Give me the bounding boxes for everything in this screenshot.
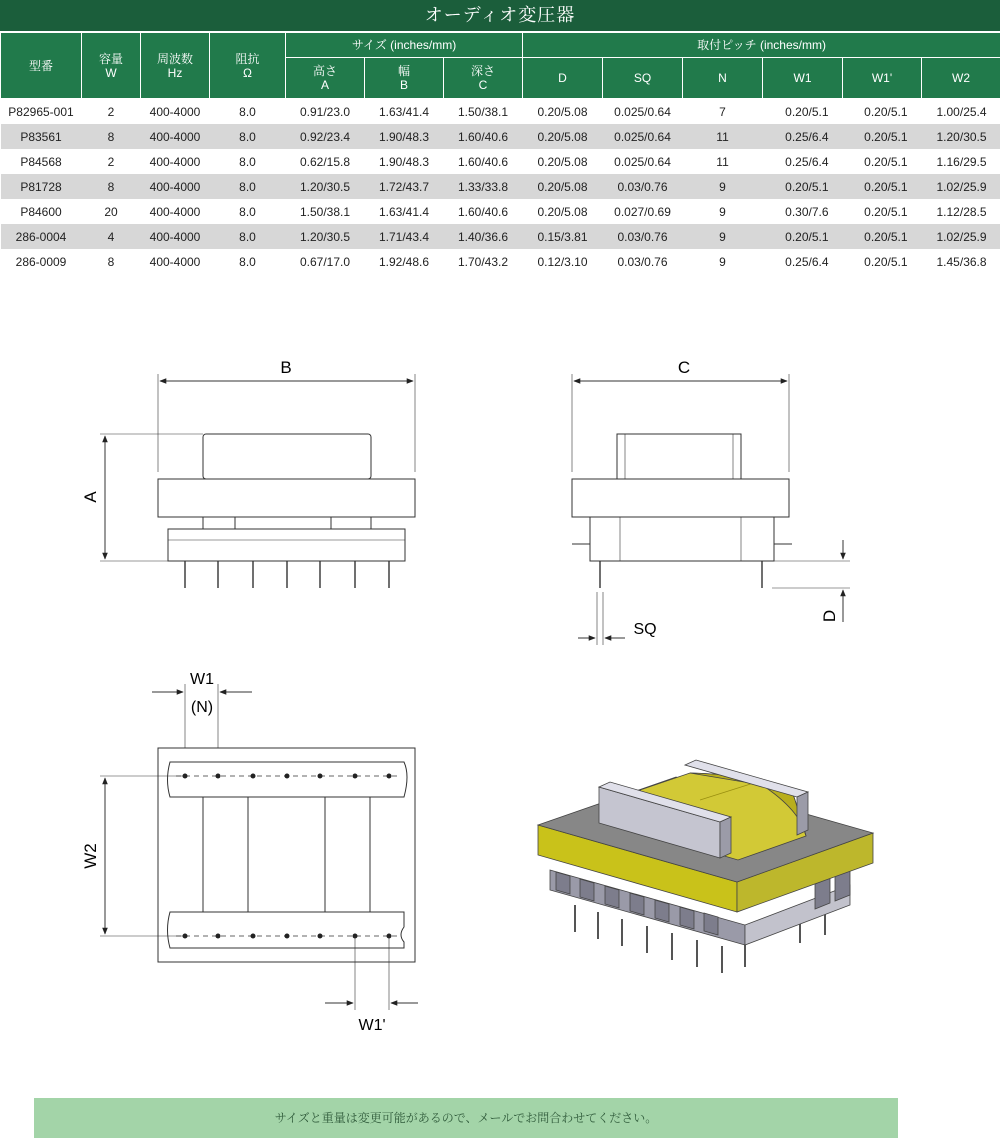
cell-a: 0.62/15.8: [299, 154, 351, 169]
cell-n: 9: [683, 224, 763, 249]
cell-c: 1.60/40.6: [457, 204, 509, 219]
cell-d: 0.12/3.10: [537, 254, 588, 269]
cell-d: 0.20/5.08: [523, 174, 603, 199]
cell-n: 9: [719, 204, 726, 219]
label-d: D: [820, 609, 839, 623]
cell-w2: 1.02/25.9: [922, 174, 1000, 199]
cell-b: 1.71/43.4: [365, 224, 444, 249]
header-w1: W1: [763, 58, 843, 99]
cell-sq: 0.025/0.64: [614, 154, 671, 169]
cell-c: 1.60/40.6: [444, 124, 523, 149]
cell-b: 1.92/48.6: [378, 254, 430, 269]
cell-hz: 400-4000: [149, 154, 201, 169]
cell-ohm: 8.0: [210, 174, 286, 199]
cell-w1p: 0.20/5.1: [864, 254, 908, 269]
cell-sq: 0.027/0.69: [614, 204, 671, 219]
label-sq: SQ: [633, 621, 657, 638]
header-d: D: [523, 58, 603, 99]
cell-w: 8: [82, 174, 141, 199]
cell-ohm: 8.0: [239, 204, 256, 219]
cell-w2: 1.20/30.5: [922, 124, 1000, 149]
label-n: (N): [190, 699, 214, 716]
cell-w: 8: [107, 254, 115, 269]
cell-hz: 400-4000: [149, 104, 201, 119]
cell-c: 1.33/33.8: [444, 174, 523, 199]
cell-hz: 400-4000: [141, 224, 210, 249]
cell-c: 1.70/43.2: [457, 254, 509, 269]
cell-w1: 0.20/5.1: [763, 224, 843, 249]
cell-w1p: 0.20/5.1: [864, 104, 908, 119]
header-frequency: 周波数 Hz: [141, 33, 210, 99]
cell-c: 1.50/38.1: [457, 104, 509, 119]
cell-w2: 1.00/25.4: [936, 104, 987, 119]
cell-d: 0.20/5.08: [537, 104, 588, 119]
cell-sq: 0.03/0.76: [603, 224, 683, 249]
cell-sq: 0.025/0.64: [603, 124, 683, 149]
cell-w1: 0.30/7.6: [785, 204, 829, 219]
cell-c: 1.60/40.6: [457, 154, 509, 169]
cell-a: 0.92/23.4: [286, 124, 365, 149]
cell-b: 1.90/48.3: [365, 124, 444, 149]
header-capacity: 容量 W: [82, 33, 141, 99]
cell-w: 8: [82, 124, 141, 149]
cell-d: 0.20/5.08: [537, 204, 588, 219]
cell-w1p: 0.20/5.1: [843, 174, 922, 199]
cell-hz: 400-4000: [149, 254, 201, 269]
cell-w2: 1.45/36.8: [936, 254, 987, 269]
cell-model: P83561: [1, 124, 82, 149]
label-w1: W1: [190, 671, 214, 688]
cell-model: P82965-001: [8, 104, 74, 119]
header-w2: W2: [922, 58, 1000, 99]
cell-ohm: 8.0: [239, 254, 256, 269]
cell-w1p: 0.20/5.1: [864, 154, 908, 169]
bottom-view-drawing: [100, 684, 418, 1010]
cell-ohm: 8.0: [210, 124, 286, 149]
label-a: A: [81, 491, 100, 503]
header-width: 幅 B: [365, 58, 444, 99]
cell-sq: 0.03/0.76: [617, 254, 668, 269]
cell-c: 1.40/36.6: [444, 224, 523, 249]
cell-b: 1.90/48.3: [378, 154, 430, 169]
cell-model: P84568: [20, 154, 62, 169]
cell-a: 1.20/30.5: [286, 224, 365, 249]
cell-n: 11: [716, 154, 729, 169]
label-w1-prime: W1': [358, 1017, 386, 1034]
cell-w2: 1.12/28.5: [936, 204, 987, 219]
cell-hz: 400-4000: [141, 174, 210, 199]
cell-hz: 400-4000: [141, 124, 210, 149]
label-b: B: [280, 358, 292, 377]
header-size-group: サイズ (inches/mm): [286, 33, 523, 58]
cell-w: 20: [104, 204, 118, 219]
cell-w: 4: [82, 224, 141, 249]
cell-ohm: 8.0: [210, 224, 286, 249]
cell-n: 7: [719, 104, 726, 119]
cell-w: 2: [107, 154, 115, 169]
header-depth: 深さ C: [444, 58, 523, 99]
cell-w2: 1.02/25.9: [922, 224, 1000, 249]
footer-notice: サイズと重量は変更可能があるので、メールでお問合わせてください。: [34, 1098, 898, 1138]
header-impedance: 阻抗 Ω: [210, 33, 286, 99]
cell-b: 1.63/41.4: [378, 204, 430, 219]
page-title: オーディオ変圧器: [0, 0, 1000, 31]
cell-w1: 0.20/5.1: [763, 174, 843, 199]
cell-w1: 0.25/6.4: [785, 154, 829, 169]
cell-n: 9: [683, 174, 763, 199]
cell-w1: 0.25/6.4: [785, 254, 829, 269]
cell-w1p: 0.20/5.1: [843, 224, 922, 249]
cell-w2: 1.16/29.5: [936, 154, 987, 169]
cell-hz: 400-4000: [149, 204, 201, 219]
cell-model: 286-0004: [1, 224, 82, 249]
cell-w1p: 0.20/5.1: [864, 204, 908, 219]
header-height: 高さ A: [286, 58, 365, 99]
cell-w1p: 0.20/5.1: [843, 124, 922, 149]
transformer-3d-illustration: [538, 760, 873, 973]
cell-sq: 0.03/0.76: [603, 174, 683, 199]
cell-a: 1.20/30.5: [286, 174, 365, 199]
cell-model: 286-0009: [15, 254, 67, 269]
cell-w1: 0.25/6.4: [763, 124, 843, 149]
cell-b: 1.63/41.4: [378, 104, 430, 119]
label-w2: W2: [81, 843, 100, 869]
cell-w: 2: [107, 104, 115, 119]
cell-model: P81728: [1, 174, 82, 199]
cell-a: 1.50/38.1: [299, 204, 351, 219]
header-w1-prime: W1': [843, 58, 922, 99]
header-n: N: [683, 58, 763, 99]
side-view-drawing: [572, 374, 850, 645]
header-model: 型番: [1, 33, 82, 99]
cell-a: 0.91/23.0: [299, 104, 351, 119]
label-c: C: [677, 358, 691, 377]
front-view-drawing: [100, 374, 415, 588]
cell-sq: 0.025/0.64: [614, 104, 671, 119]
cell-ohm: 8.0: [239, 104, 256, 119]
cell-w1: 0.20/5.1: [785, 104, 829, 119]
cell-ohm: 8.0: [239, 154, 256, 169]
cell-n: 11: [683, 124, 763, 149]
cell-n: 9: [719, 254, 726, 269]
header-mount-group: 取付ピッチ (inches/mm): [523, 33, 1000, 58]
cell-d: 0.20/5.08: [537, 154, 588, 169]
cell-model: P84600: [20, 204, 62, 219]
cell-d: 0.15/3.81: [523, 224, 603, 249]
header-sq: SQ: [603, 58, 683, 99]
cell-d: 0.20/5.08: [523, 124, 603, 149]
cell-a: 0.67/17.0: [299, 254, 351, 269]
cell-b: 1.72/43.7: [365, 174, 444, 199]
